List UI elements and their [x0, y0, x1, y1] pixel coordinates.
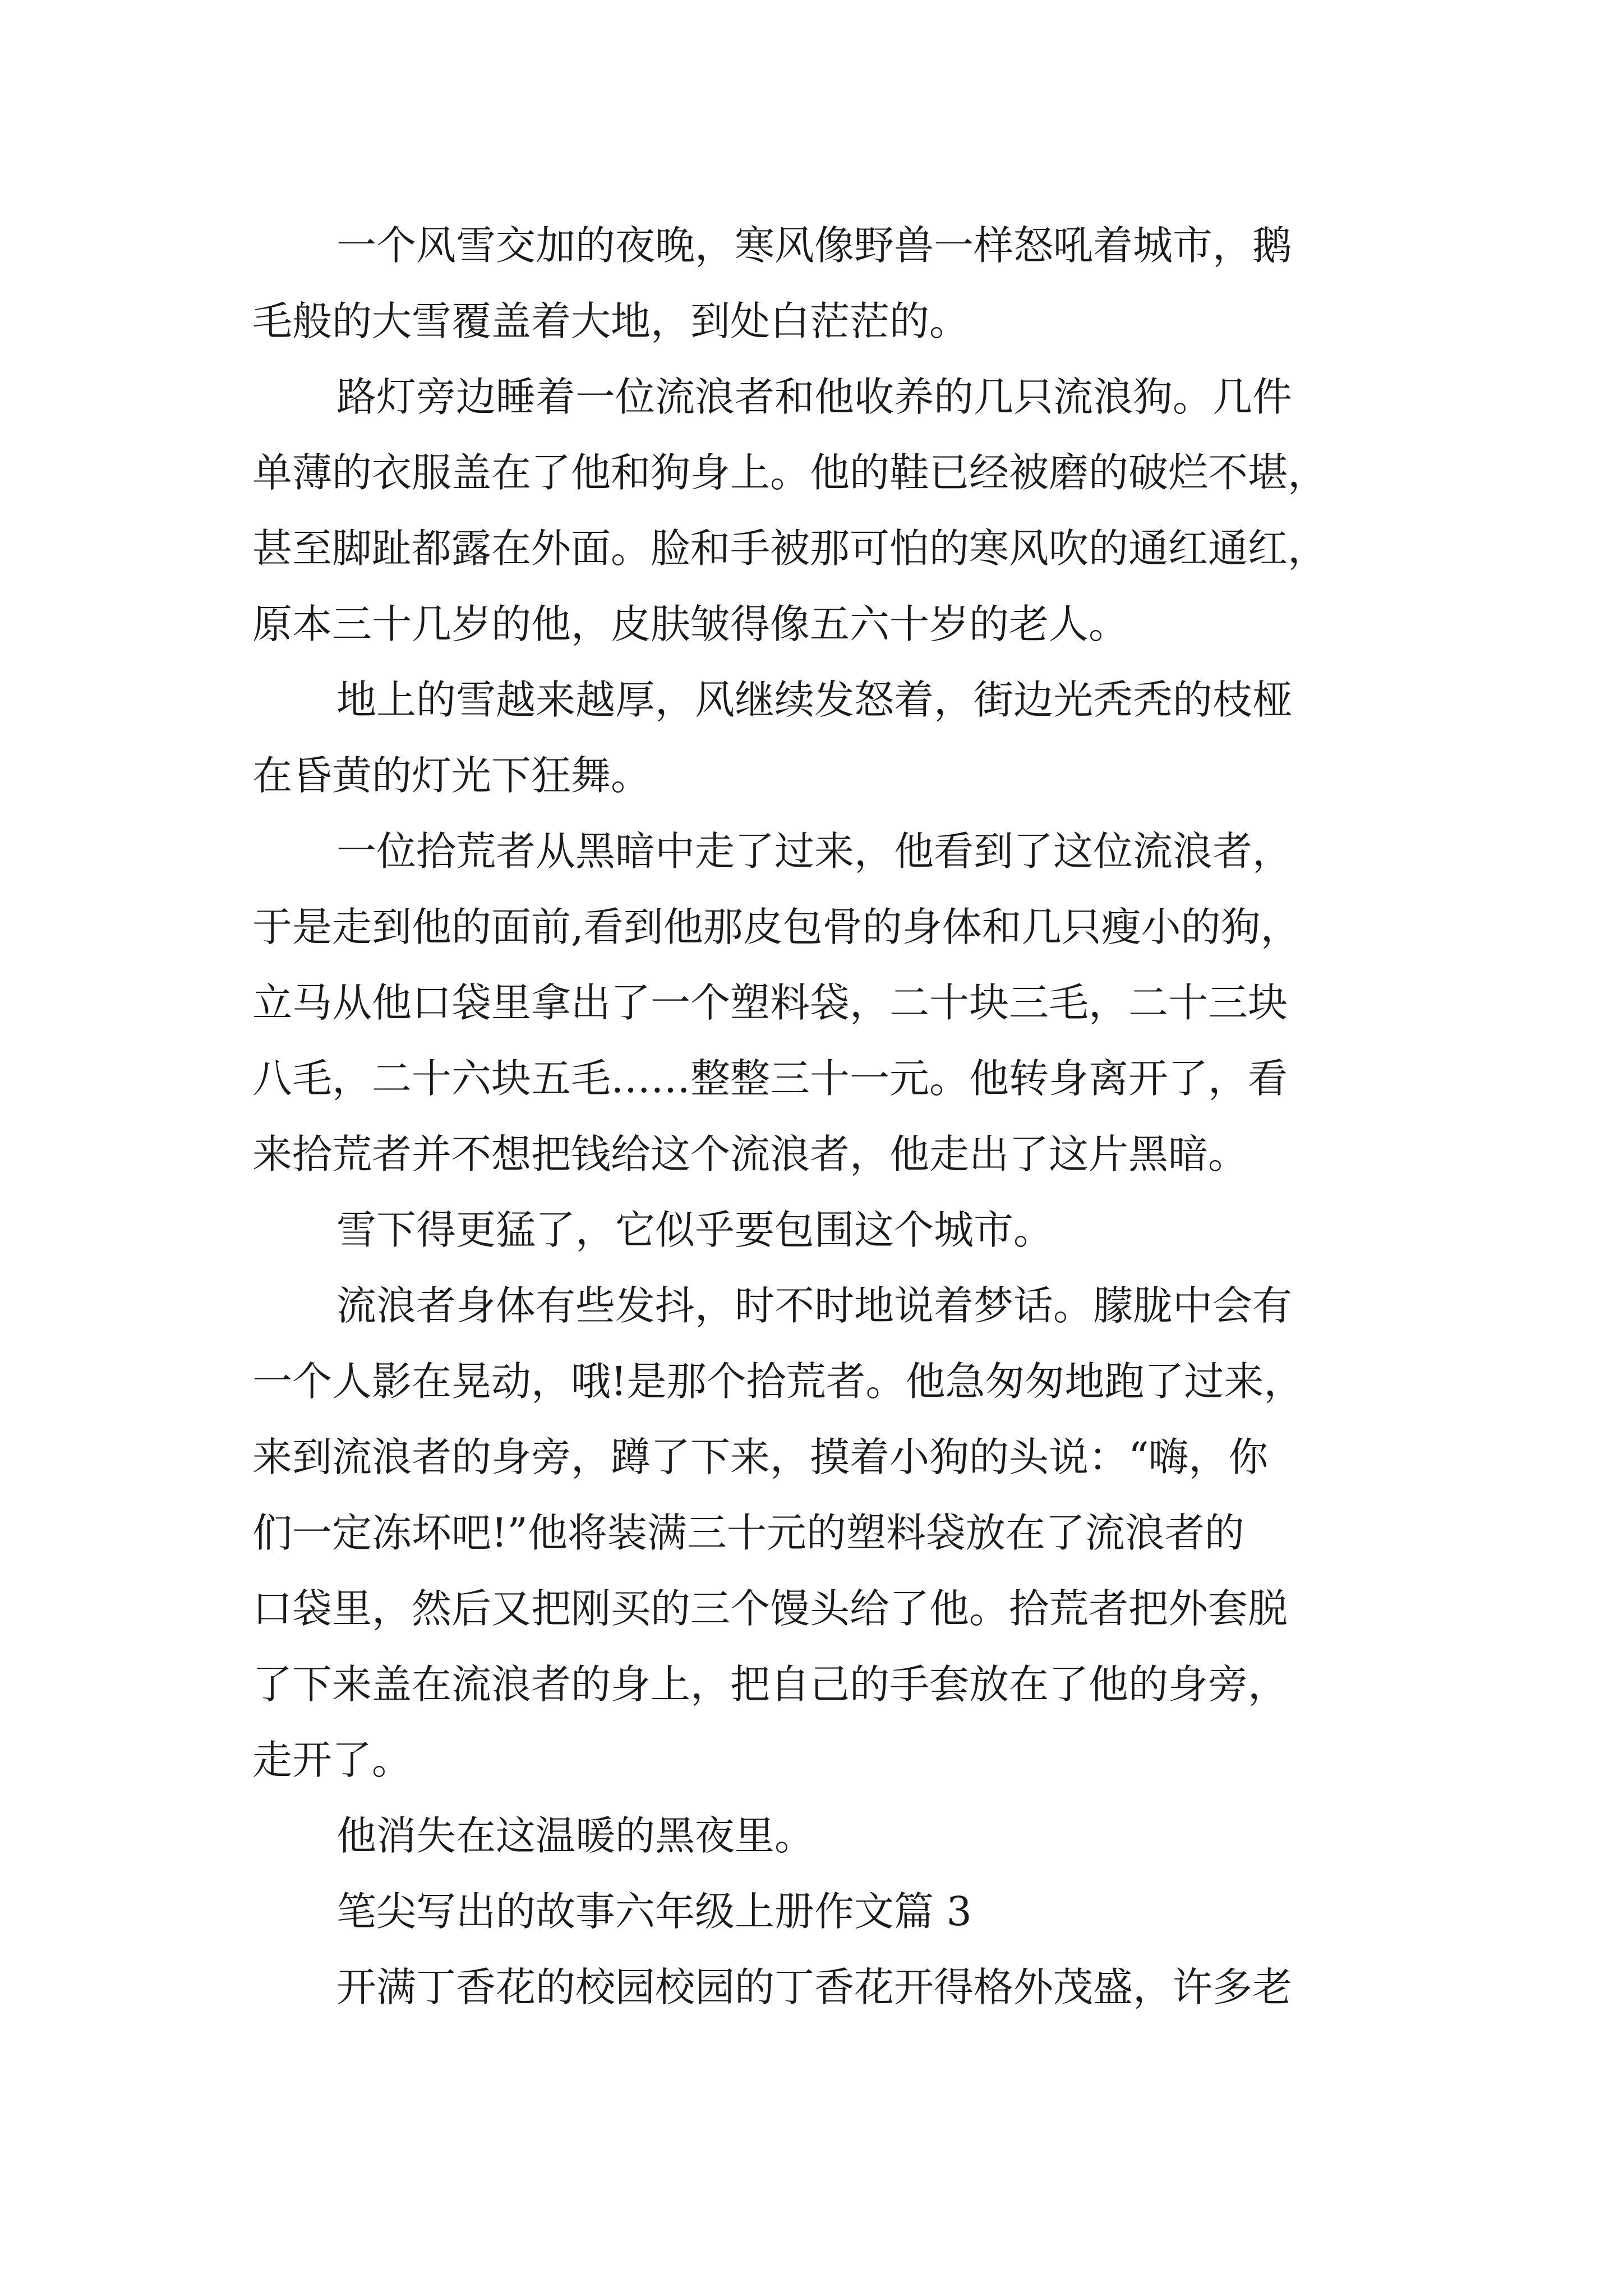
text-line: 他消失在这温暖的黑夜里。	[336, 1812, 815, 1859]
text-line: 开满丁香花的校园校园的丁香花开得格外茂盛，许多老	[336, 1964, 1293, 2010]
text-line: 原本三十几岁的他，皮肤皱得像五六十岁的老人。	[252, 601, 1129, 647]
text-line: 走开了。	[252, 1737, 412, 1783]
text-line: 来拾荒者并不想把钱给这个流浪者，他走出了这片黑暗。	[252, 1131, 1248, 1177]
text-line: 在昏黄的灯光下狂舞。	[252, 752, 651, 799]
text-line: 毛般的大雪覆盖着大地，到处白茫茫的。	[252, 298, 970, 344]
text-line: 来到流浪者的身旁，蹲了下来，摸着小狗的头说：“嗨，你	[252, 1434, 1269, 1480]
text-line: 于是走到他的面前,看到他那皮包骨的身体和几只瘦小的狗，	[252, 904, 1301, 950]
text-line: 流浪者身体有些发抖，时不时地说着梦话。朦胧中会有	[336, 1282, 1293, 1329]
text-line: 了下来盖在流浪者的身上，把自己的手套放在了他的身旁，	[252, 1661, 1288, 1708]
text-line: 八毛，二十六块五毛……整整三十一元。他转身离开了，看	[252, 1055, 1288, 1102]
text-line: 单薄的衣服盖在了他和狗身上。他的鞋已经被磨的破烂不堪，	[252, 449, 1328, 496]
text-line: 们一定冻坏吧!”他将装满三十元的塑料袋放在了流浪者的	[252, 1510, 1244, 1556]
text-line: 路灯旁边睡着一位流浪者和他收养的几只流浪狗。几件	[336, 374, 1293, 420]
text-line: 一个人影在晃动，哦!是那个拾荒者。他急匆匆地跑了过来，	[252, 1358, 1304, 1405]
text-line: 立马从他口袋里拿出了一个塑料袋，二十块三毛，二十三块	[252, 979, 1288, 1026]
text-line: 一位拾荒者从黑暗中走了过来，他看到了这位流浪者，	[336, 828, 1293, 875]
text-line: 一个风雪交加的夜晚，寒风像野兽一样怒吼着城市，鹅	[336, 222, 1293, 269]
text-line: 口袋里，然后又把刚买的三个馒头给了他。拾荒者把外套脱	[252, 1585, 1288, 1632]
text-line: 甚至脚趾都露在外面。脸和手被那可怕的寒风吹的通红通红，	[252, 525, 1328, 572]
text-line: 雪下得更猛了，它似乎要包围这个城市。	[336, 1207, 1054, 1253]
text-line: 地上的雪越来越厚，风继续发怒着，街边光秃秃的枝桠	[336, 677, 1293, 723]
section-heading: 笔尖写出的故事六年级上册作文篇 3	[336, 1888, 972, 1935]
